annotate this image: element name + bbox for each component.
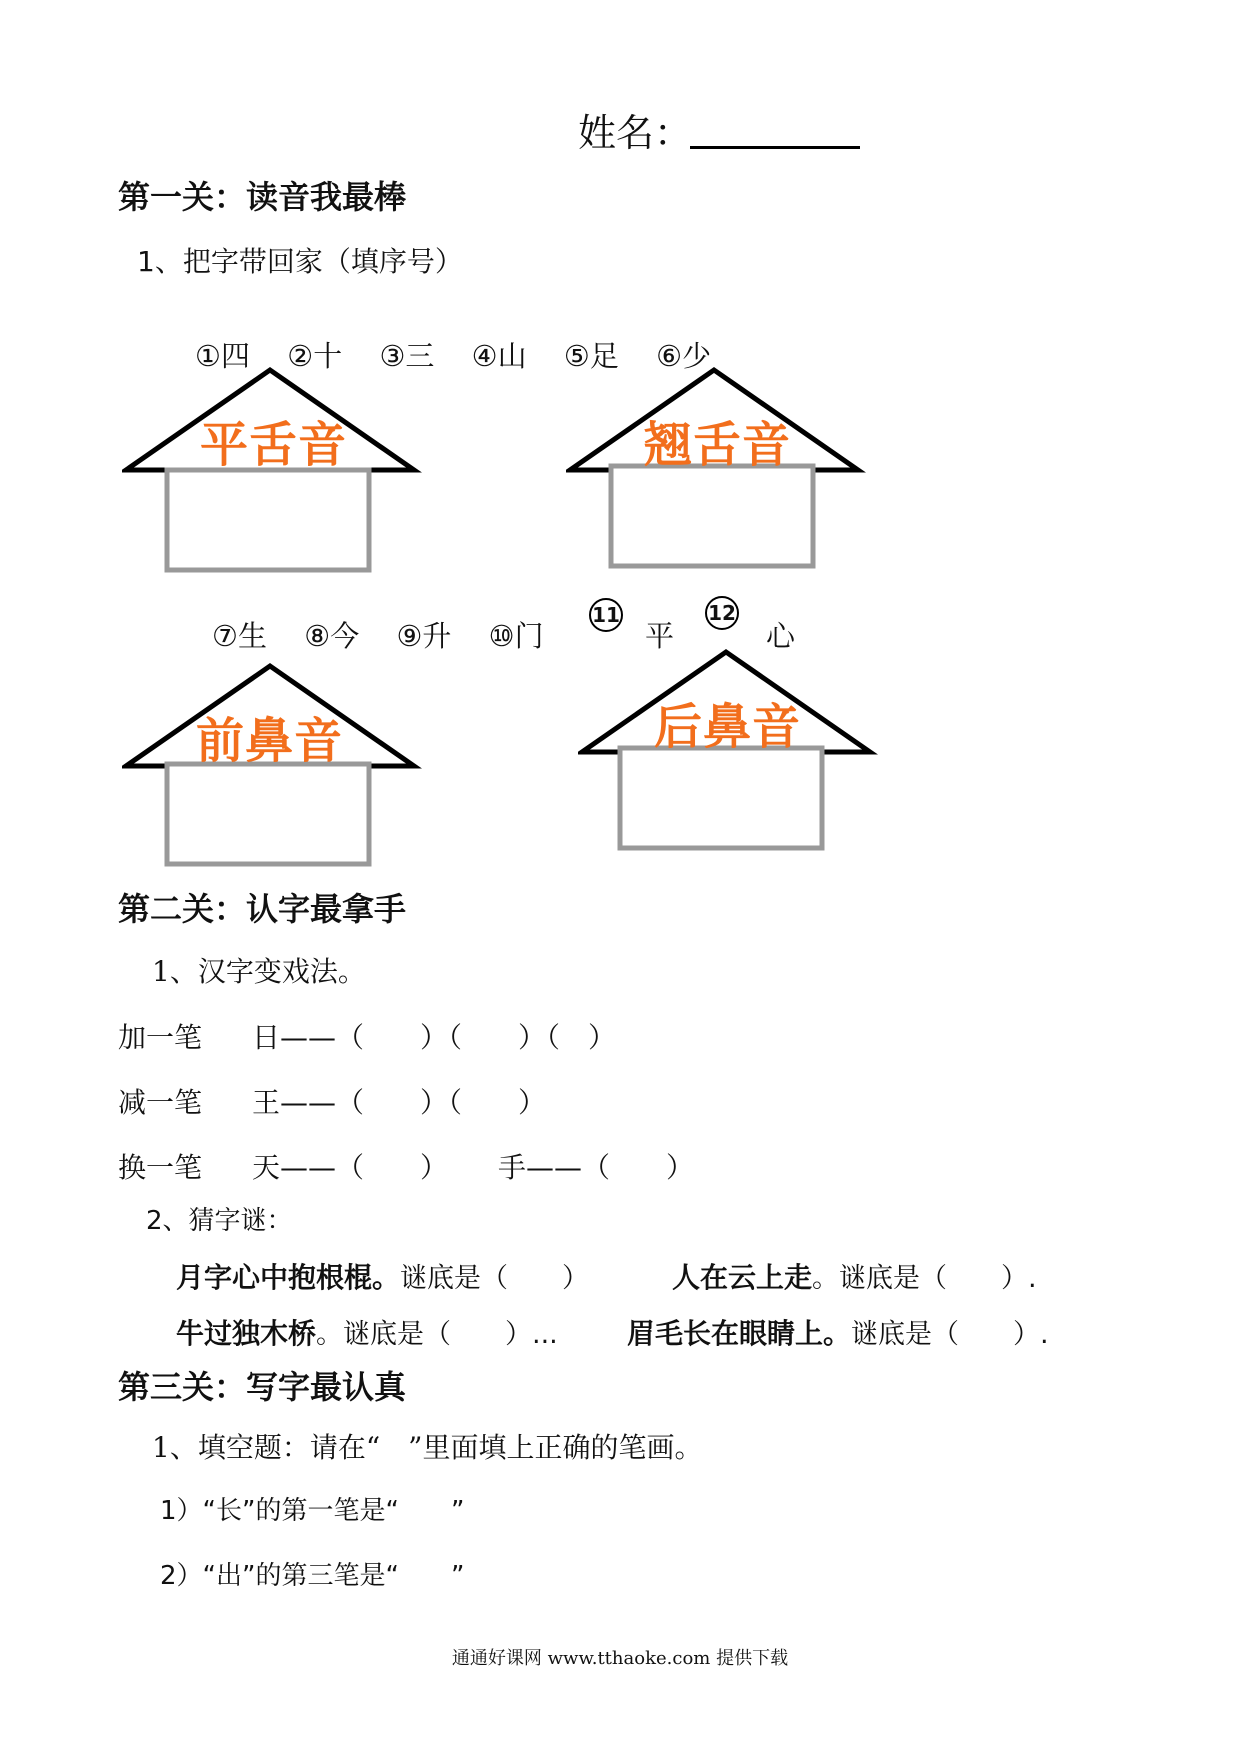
remove-stroke-blanks[interactable]: 王——（ ）（ ）: [252, 1086, 547, 1119]
char-row-2: [212, 614, 544, 655]
remove-stroke-label: 减一笔: [118, 1086, 203, 1119]
circled-number-11: 11: [589, 598, 623, 632]
fill-item-1[interactable]: 1）“长”的第一笔是“ ”: [160, 1496, 465, 1526]
house-front-nasal: [122, 662, 422, 872]
riddle-2[interactable]: 人在云上走。谜底是（ ）.: [672, 1261, 1037, 1294]
riddle-3[interactable]: 牛过独木桥。谜底是（ ）...: [176, 1317, 558, 1350]
change-stroke-label: 换一笔: [118, 1151, 203, 1184]
add-stroke-blanks[interactable]: 日——（ ）（ ）（ ）: [252, 1021, 617, 1054]
char-option: ③三: [379, 339, 435, 373]
house-label: 后鼻音: [654, 699, 802, 755]
house-label: 翘舌音: [644, 417, 792, 473]
level1-question-1: 1、把字带回家（填序号）: [137, 245, 463, 278]
char-option: ⑥少: [656, 339, 712, 373]
char-option: ⑤足: [563, 339, 619, 373]
level3-title: 第三关：写字最认真: [118, 1368, 407, 1406]
house-back-nasal: [578, 648, 878, 858]
char-option: ②十: [287, 339, 343, 373]
char-option: ⑨升: [396, 619, 452, 653]
level3-question-1: 1、填空题：请在“ ”里面填上正确的笔画。: [152, 1431, 703, 1464]
char-option: ⑦生: [212, 619, 267, 653]
riddle-1[interactable]: 月字心中抱根棍。谜底是（ ）: [176, 1261, 590, 1294]
level2-question-2: 2、猜字谜：: [146, 1206, 293, 1236]
circled-number-12: 12: [705, 596, 739, 630]
riddle-4[interactable]: 眉毛长在眼睛上。谜底是（ ）.: [627, 1317, 1049, 1350]
level1-title: 第一关：读音我最棒: [118, 178, 407, 216]
change-stroke-blanks-1[interactable]: 天——（ ）: [252, 1151, 449, 1184]
change-stroke-blanks-2[interactable]: 手——（ ）: [498, 1151, 695, 1184]
char-option: ⑧今: [304, 619, 360, 653]
char-option: 平: [645, 619, 675, 653]
char-option: ①四: [195, 339, 250, 373]
char-option: ④山: [471, 339, 527, 373]
house-flat-tongue: [122, 366, 422, 576]
house-label: 前鼻音: [196, 713, 344, 769]
name-blank-line[interactable]: [690, 146, 860, 149]
house-curled-tongue: [566, 366, 866, 576]
level2-title: 第二关：认字最拿手: [118, 890, 407, 928]
char-option: ⑩门: [488, 619, 544, 653]
fill-item-2[interactable]: 2）“出”的第三笔是“ ”: [160, 1561, 465, 1591]
house-label: 平舌音: [200, 417, 348, 473]
name-label: 姓名：: [578, 111, 693, 155]
level2-question-1: 1、汉字变戏法。: [152, 955, 366, 988]
char-option: 心: [766, 619, 796, 653]
add-stroke-label: 加一笔: [118, 1021, 203, 1054]
footer-credit: 通通好课网 www.tthaoke.com 提供下载: [451, 1648, 789, 1669]
